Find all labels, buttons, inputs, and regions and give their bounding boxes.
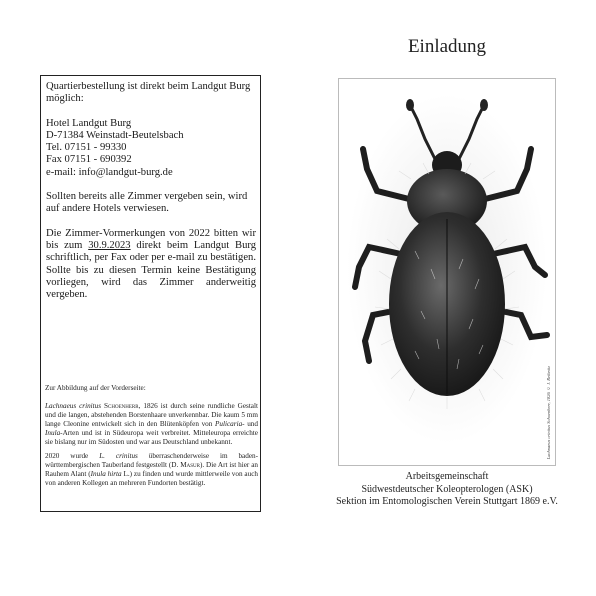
hotel-address: D-71384 Weinstadt-Beutelsbach <box>46 129 184 141</box>
intro-text: Quartierbestellung ist direkt beim Landgut Burg möglich: <box>46 81 251 105</box>
caption-text: überraschenderweise im baden-württembergischen Tauberland festgestellt (D. <box>45 452 259 470</box>
hotel-fax: Fax 07151 - 690392 <box>46 154 132 166</box>
org-line-2: Südwestdeutscher Koleopterologen (ASK) <box>361 483 533 495</box>
caption-text: , 1826 ist durch seine rundliche Gestalt und die langen, abstehenden Borstenhaare unverkennbar. Die kaum 5 mm lange Cleonine entwickelt sich in den Blütenköpfen von <box>45 401 258 428</box>
genus-name: Pulicaria <box>215 419 243 428</box>
plant-name: Inula hirta <box>90 470 122 479</box>
genus-name: Inula <box>45 428 61 437</box>
hotel-phone: Tel. 07151 - 99330 <box>46 142 127 154</box>
caption-paragraph-2 <box>45 452 258 488</box>
caption-text: 2020 wurde <box>45 452 89 461</box>
hotel-email: e-mail: info@landgut-burg.de <box>46 166 173 178</box>
species-name: Lachnaeus crinitus <box>45 401 102 410</box>
page-title: Einladung <box>407 36 487 57</box>
reservation-deadline: 30.9.2023 <box>88 239 131 251</box>
reservation-text-start: Die Zimmer-Vormerkungen von 2022 bitten wir bis zum <box>46 227 256 251</box>
reservation-text-end: direkt beim Landgut Burg schriftlich, per Fax oder per e-mail zu bestätigen. Sollte bis zu diesen Termin keine Bestätigung vorliegen, wird das Zimmer anderweitig vergeben. <box>46 239 256 301</box>
org-line-3: Sektion im Entomologischen Verein Stuttgart 1869 e.V. <box>336 496 558 507</box>
reservation-text <box>46 228 256 302</box>
org-line-1: Arbeitsgemeinschaft <box>405 471 489 482</box>
caption-paragraph-1 <box>45 402 258 447</box>
organization-block <box>298 471 596 509</box>
caption-text: -Arten und ist in Südeuropa weit verbreitet. Mitteleuropa erreichte sie bislang nur im Südosten und war aus Deutschland unbekannt. <box>45 428 258 446</box>
caption-text: - und <box>242 419 258 428</box>
species-name: L. crinitus <box>99 452 138 461</box>
finder-name: Masur <box>180 461 200 470</box>
caption-text: L.) zu finden und wurde mittlerweile von auch von anderen Kollegen an mehreren Fundorten bestätigt. <box>45 470 259 488</box>
species-author: Schoenherr <box>104 401 139 410</box>
photo-credit: Lachnaeus crinitus Schoenherr, 1826 © J. Reibnitz <box>546 365 551 459</box>
availability-notice: Sollten bereits alle Zimmer vergeben sein, wird auf andere Hotels verwiesen. <box>46 191 248 215</box>
caption-text: ). Die Art ist hier an Rauhem Alant ( <box>45 461 258 479</box>
beetle-photo <box>338 78 556 466</box>
hotel-name: Hotel Landgut Burg <box>46 117 132 129</box>
caption-heading: Zur Abbildung auf der Vorderseite: <box>45 384 146 392</box>
image-caption <box>45 384 258 488</box>
beetle-illustration <box>339 79 555 465</box>
